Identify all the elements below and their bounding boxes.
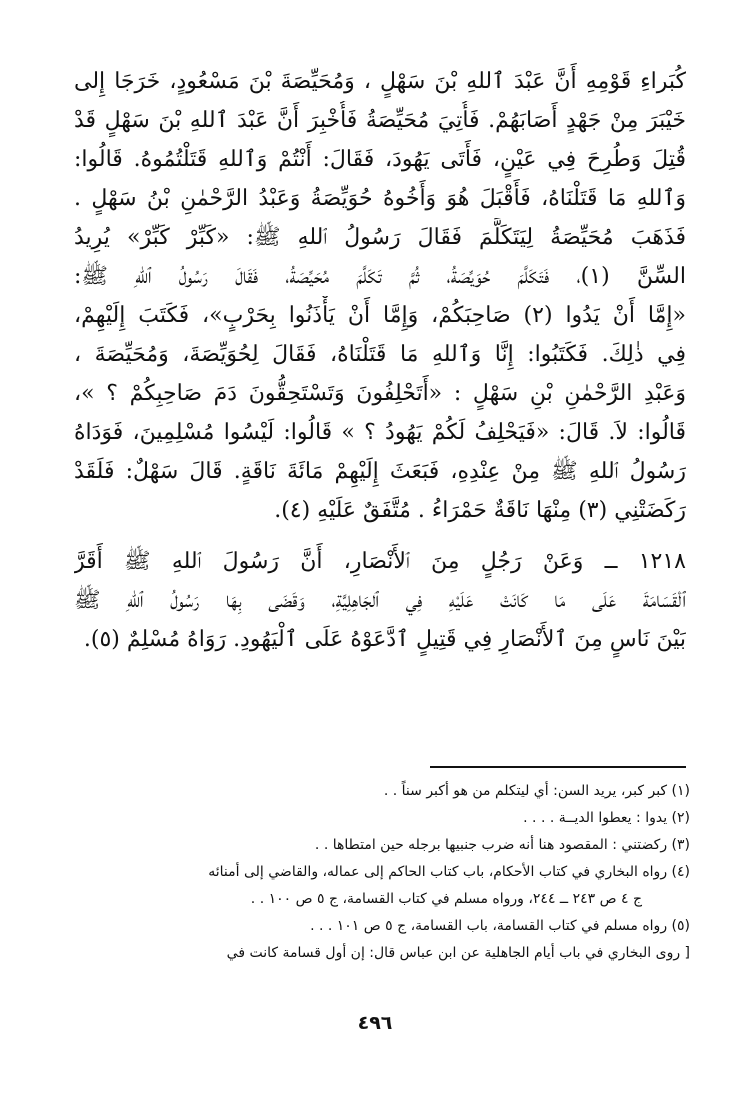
footnotes bbox=[70, 778, 690, 967]
text-line: السِّنَّ (١)، فَتَكَلَّمَ حُوَيِّصَةُ، ثُمَّ تَكَلَّمَ مُحَيِّصَةُ، فَقَالَ رَسُولُ ٱللهِ ﷺ: bbox=[74, 264, 686, 289]
text-line: ٱلْقَسَامَةَ عَلَى مَا كَانَتْ عَلَيْهِ فِي ٱلجَاهِلِيَّةِ، وَقَضَى بِهَا رَسُولُ ٱللهِ ﷺ bbox=[74, 588, 686, 613]
text-line: قُتِلَ وَطُرِحَ فِي عَيْنٍ، فَأَتَى يَهُودَ، فَقَالَ: أَنْتُمْ وَٱللهِ قَتَلْتُمُوهُ. قَالُوا: bbox=[74, 147, 686, 172]
footnote-1: (١) كبر كبر، يريد السن: أي ليتكلم من هو أكبر سناً . . bbox=[383, 783, 690, 799]
text-line: قَالُوا: لاَ. قَالَ: «فَيَحْلِفُ لَكُمْ يَهُودُ ؟ » قَالُوا: لَيْسُوا مُسْلِمِينَ، فَوَدَاهُ bbox=[74, 420, 686, 445]
paragraph-gap bbox=[74, 530, 686, 542]
text-line: ١٢١٨ ــ وَعَنْ رَجُلٍ مِنَ ٱلأَنْصَارِ، أَنَّ رَسُولَ ٱللهِ ﷺ أَقَرَّ bbox=[74, 549, 686, 574]
text-line: فَذَهَبَ مُحَيِّصَةُ لِيَتَكَلَّمَ فَقَالَ رَسُولُ ٱللهِ ﷺ: «كَبِّرْ كَبِّرْ» يُرِيدُ bbox=[74, 225, 686, 250]
page-number: ٤٩٦ bbox=[357, 1012, 393, 1034]
text-line: رَكَضَتْنِي (٣) مِنْهَا نَاقَةٌ حَمْرَاءُ . مُتَّفَقٌ عَلَيْهِ (٤). bbox=[274, 498, 686, 523]
text-line: «إِمَّا أَنْ يَدُوا (٢) صَاحِبَكُمْ، وَإِمَّا أَنْ يَأْذَنُوا بِحَرْبٍ»، فَكَتَبَ إِلَيْهِمْ، bbox=[74, 303, 686, 328]
text-line: فِي ذٰلِكَ. فَكَتَبُوا: إِنَّا وَٱللهِ مَا قَتَلْنَاهُ، فَقَالَ لِحُوَيِّصَةَ، وَمُحَيِّصَةَ ، bbox=[74, 342, 686, 367]
text-line: وَٱللهِ مَا قَتَلْنَاهُ، فَأَقْبَلَ هُوَ وَأَخُوهُ حُوَيِّصَةُ وَعَبْدُ الرَّحْمٰنِ بْنُ سَهْلٍ . bbox=[74, 186, 686, 211]
text-line: بَيْنَ نَاسٍ مِنَ ٱلأَنْصَارِ فِي قَتِيلٍ ٱدَّعَوْهُ عَلَى ٱلْيَهُودِ. رَوَاهُ مُسْلِمٌ (٥). bbox=[83, 627, 686, 652]
text-line: كُبَراءِ قَوْمِهِ أَنَّ عَبْدَ ٱللهِ بْنَ سَهْلٍ ، وَمُحَيِّصَةَ بْنَ مَسْعُودٍ، خَرَجَا إِلى bbox=[74, 69, 686, 94]
footnote-5: (٥) رواه مسلم في كتاب القسامة، باب القسامة، ج ٥ ص ١٠١ . . . bbox=[310, 918, 690, 934]
main-text bbox=[74, 62, 686, 659]
footnote-4-continuation: ج ٤ ص ٢٤٣ ــ ٢٤٤، ورواه مسلم في كتاب القسامة، ج ٥ ص ١٠٠ . . bbox=[250, 891, 642, 907]
text-line: رَسُولُ ٱللهِ ﷺ مِنْ عِنْدِهِ، فَبَعَثَ إِلَيْهِمْ مَائَةَ نَاقَةٍ. قَالَ سَهْلٌ: فَلَقَدْ bbox=[74, 459, 686, 484]
footnote-divider bbox=[430, 766, 686, 768]
paragraph-hadith-continuation bbox=[74, 62, 686, 530]
editor-note: [ روى البخاري في باب أيام الجاهلية عن ابن عباس قال: إن أول قسامة كانت في bbox=[226, 945, 690, 961]
text-line: وَعَبْدِ الرَّحْمٰنِ بْنِ سَهْلٍ : «أَتَحْلِفُونَ وَتَسْتَحِقُّونَ دَمَ صَاحِبِكُمْ ؟ »، bbox=[74, 381, 686, 406]
footnote-2: (٢) يدوا : يعطوا الديــة . . . . bbox=[523, 810, 690, 826]
paragraph-hadith-1218 bbox=[74, 542, 686, 659]
text-line: خَيْبَرَ مِنْ جَهْدٍ أَصَابَهُمْ. فَأُتِيَ مُحَيِّصَةُ فَأُخْبِرَ أَنَّ عَبْدَ ٱللهِ بْنَ سَهْلٍ قَدْ bbox=[74, 108, 686, 133]
footnote-4: (٤) رواه البخاري في كتاب الأحكام، باب كتاب الحاكم إلى عماله، والقاضي إلى أمنائه bbox=[208, 864, 690, 880]
footnote-3: (٣) ركضتني : المقصود هنا أنه ضرب جنبيها برجله حين امتطاها . . bbox=[314, 837, 690, 853]
